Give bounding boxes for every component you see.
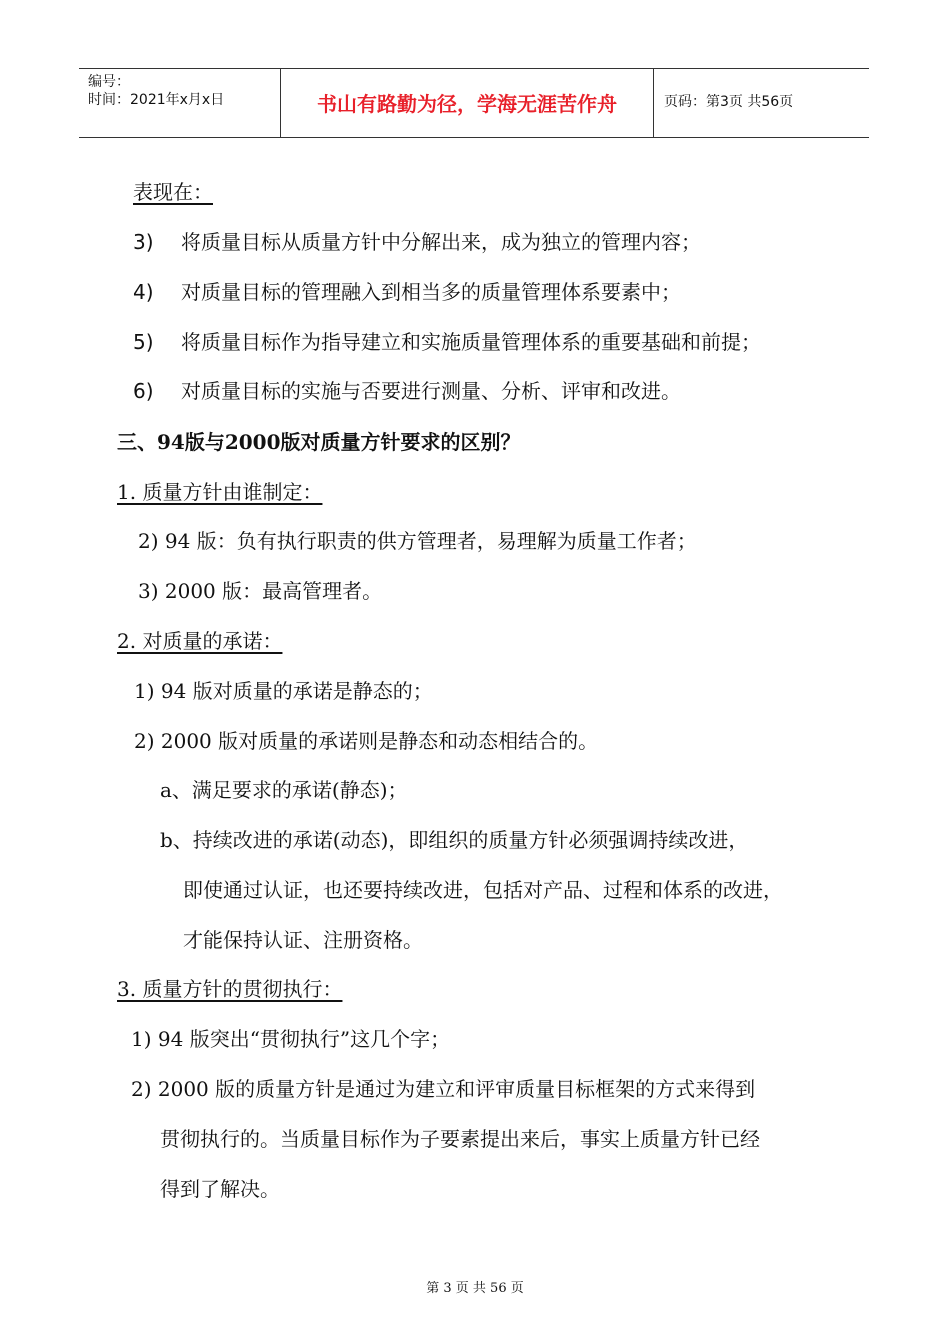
header-page-info: 页码：第3页 共56页 xyxy=(664,94,794,110)
subsection-line: 2) 2000 版对质量的承诺则是静态和动态相结合的。 xyxy=(134,729,599,753)
subsection-line: 贯彻执行的。当质量目标作为子要素提出来后，事实上质量方针已经 xyxy=(160,1127,760,1151)
header-meta-cell xyxy=(79,69,281,137)
list-item-text: 对质量目标的管理融入到相当多的质量管理体系要素中； xyxy=(181,280,681,304)
subsection-line: 2) 2000 版的质量方针是通过为建立和评审质量目标框架的方式来得到 xyxy=(131,1077,756,1101)
subsection-line: b、持续改进的承诺(动态)，即组织的质量方针必须强调持续改进， xyxy=(160,828,749,852)
subsection-line: 1) 94 版突出“贯彻执行”这几个字； xyxy=(131,1027,451,1051)
subsection-title: 1. 质量方针由谁制定： xyxy=(117,480,323,504)
subsection-line: 得到了解决。 xyxy=(160,1177,280,1201)
page-header xyxy=(79,68,869,138)
serial-label: 编号： xyxy=(88,74,130,90)
subsection-title: 3. 质量方针的贯彻执行： xyxy=(117,977,343,1001)
header-page-cell xyxy=(654,69,869,137)
motto: 书山有路勤为径，学海无涯苦作舟 xyxy=(317,92,617,116)
section-heading: 三、94版与2000版对质量方针要求的区别？ xyxy=(117,430,521,454)
list-item-number: 3) xyxy=(133,230,154,254)
date-label: 时间：2021年x月x日 xyxy=(88,92,225,108)
list-item-number: 6) xyxy=(133,379,154,403)
subsection-line: 即使通过认证，也还要持续改进，包括对产品、过程和体系的改进， xyxy=(183,878,783,902)
list-item xyxy=(133,228,701,256)
subsection-line: 2) 94 版：负有执行职责的供方管理者，易理解为质量工作者； xyxy=(138,529,697,553)
list-item-text: 对质量目标的实施与否要进行测量、分析、评审和改进。 xyxy=(181,379,681,403)
page-footer: 第 3 页 共 56 页 xyxy=(426,1281,524,1296)
subsection-line: 1) 94 版对质量的承诺是静态的； xyxy=(134,679,433,703)
list-item xyxy=(133,328,761,356)
list-item-number: 5) xyxy=(133,330,154,354)
list-item-number: 4) xyxy=(133,280,154,304)
subsection-line: 才能保持认证、注册资格。 xyxy=(183,928,423,952)
list-item-text: 将质量目标从质量方针中分解出来，成为独立的管理内容； xyxy=(181,230,701,254)
list-item xyxy=(133,377,681,405)
intro-line: 表现在： xyxy=(133,180,213,204)
subsection-line: a、满足要求的承诺(静态)； xyxy=(160,778,408,802)
list-item-text: 将质量目标作为指导建立和实施质量管理体系的重要基础和前提； xyxy=(181,330,761,354)
list-item xyxy=(133,278,681,306)
subsection-title: 2. 对质量的承诺： xyxy=(117,629,283,653)
header-motto-cell xyxy=(281,69,654,137)
subsection-line: 3) 2000 版：最高管理者。 xyxy=(138,579,383,603)
